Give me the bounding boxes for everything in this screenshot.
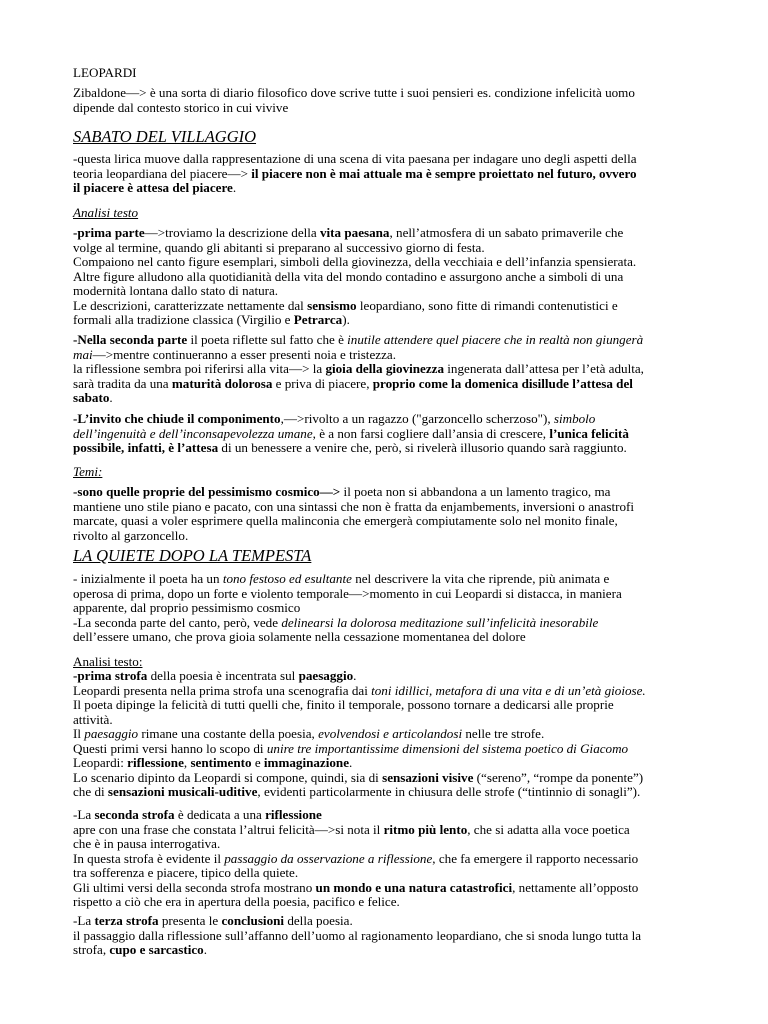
text-line: Zibaldone—> è una sorta di diario filosofico dove scrive tutte i suoi pensieri es. condizione infelicità uomo: [73, 85, 635, 100]
text-line: dell’essere umano, che prova gioia solamente nella cessazione momentanea del dolore: [73, 629, 526, 644]
text-line: dell’ingenuità e dell’inconsapevolezza umane, è a non farsi cogliere dall’ansia di crescere, l’unica felicità: [73, 425, 629, 441]
sabato-temi-paragraph: [73, 485, 699, 543]
text-line: sabato.: [73, 390, 113, 405]
text-line: Le descrizioni, caratterizzate nettamente dal sensismo leopardiano, sono fitte di rimandi contenutistici e: [73, 297, 618, 313]
sabato-invito-paragraph: [73, 412, 699, 456]
section-heading-sabato: SABATO DEL VILLAGGIO: [73, 127, 257, 146]
quiete-third-strofa-paragraph: [73, 914, 699, 958]
text-line: Questi primi versi hanno lo scopo di unire tre importantissime dimensioni del sistema poetico di Giacomo: [73, 740, 629, 756]
quiete-intro-paragraph: [73, 572, 699, 645]
text-line: mantiene uno stile piano e pacato, con una sintassi che non è fratta da enjambements, inversioni o anastrofi: [73, 498, 635, 514]
document-title: LEOPARDI: [73, 65, 137, 80]
text-line: formali alla tradizione classica (Virgilio e Petrarca).: [73, 312, 350, 327]
text-line: -sono quelle proprie del pessimismo cosmico—> il poeta non si abbandona a un lamento tragico, ma: [73, 484, 611, 499]
text-line: rivolto al garzoncello.: [73, 527, 189, 543]
text-line: Gli ultimi versi della seconda strofa mostrano un mondo e una natura catastrofici, nettamente all’opposto: [73, 879, 639, 895]
sabato-intro-paragraph: [73, 152, 699, 196]
text-line: Il poeta dipinge la felicità di tutti quelli che, finito il temporale, possono tornare a dedicarsi alle proprie: [73, 697, 614, 712]
text-line: attività.: [73, 711, 113, 727]
text-line: Il paesaggio rimane una costante della poesia, evolvendosi e articolandosi nelle tre strofe.: [73, 726, 545, 741]
quiete-second-strofa-paragraph: [73, 808, 699, 910]
text-line: volge al termine, quando gli abitanti si preparano al successivo giorno di festa.: [73, 239, 485, 255]
text-line: In questa strofa è evidente il passaggio da osservazione a riflessione, che fa emergere il rapporto necessario: [73, 850, 639, 866]
text-line: il passaggio dalla riflessione sull’affanno dell’uomo al ragionamento leopardiano, che si snoda lungo tutta la: [73, 927, 642, 943]
text-line: il piacere è attesa del piacere.: [73, 180, 237, 195]
text-line: la riflessione sembra poi riferirsi alla vita—> la gioia della giovinezza ingenerata dall’attesa per l’età adulta,: [73, 361, 644, 376]
quiete-analysis-paragraph: [73, 669, 699, 800]
text-line: -La terza strofa presenta le conclusioni della poesia.: [73, 913, 353, 928]
text-line: mai—>mentre continueranno a esser presenti noia e tristezza.: [73, 346, 396, 362]
text-line: -La seconda strofa è dedicata a una riflessione: [73, 807, 322, 822]
text-line: apparente, dal proprio pessimismo cosmico: [73, 600, 301, 615]
text-line: -L’invito che chiude il componimento,—>rivolto a un ragazzo ("garzoncello scherzoso"), simbolo: [73, 411, 596, 426]
document-title-block: [73, 66, 699, 81]
subheading-analisi-testo-2: Analisi testo:: [73, 654, 143, 669]
text-line: Leopardi presenta nella prima strofa una scenografia dai toni idillici, metafora di una vita e di un’età gioiose.: [73, 682, 646, 698]
section-heading-quiete: LA QUIETE DOPO LA TEMPESTA: [73, 546, 312, 565]
text-line: che di sensazioni musicali-uditive, evidenti particolarmente in chiusura delle strofe (“tintinnio di sonagli”).: [73, 784, 641, 799]
text-line: tra sofferenza e piacere, tipico della quiete.: [73, 865, 299, 880]
text-line: Leopardi: riflessione, sentimento e immaginazione.: [73, 755, 353, 770]
intro-paragraph: [73, 86, 699, 115]
text-line: Altre figure alludono alla quotidianità della vita del mondo contadino e assurgono anche a simboli di una: [73, 268, 624, 284]
text-line: -prima parte—>troviamo la descrizione della vita paesana, nell’atmosfera di un sabato primaverile che: [73, 225, 624, 240]
text-line: Lo scenario dipinto da Leopardi si compone, quindi, sia di sensazioni visive (“sereno”, “rompe da ponente”): [73, 769, 644, 785]
text-line: operosa di prima, dopo un forte e violento temporale—>momento in cui Leopardi si distacca, in maniera: [73, 585, 622, 601]
text-line: che è in pausa interrogativa.: [73, 836, 221, 851]
text-line: sarà tradita da una maturità dolorosa e priva di piacere, proprio come la domenica disillude l’attesa del: [73, 375, 633, 391]
text-line: -La seconda parte del canto, però, vede delinearsi la dolorosa meditazione sull’infelicità inesorabile: [73, 614, 599, 630]
text-line: modernità lontana dallo stato di natura.: [73, 283, 279, 298]
text-line: -questa lirica muove dalla rappresentazione di una scena di vita paesana per indagare uno degli aspetti della: [73, 151, 637, 166]
text-line: rispetto a ciò che era in apertura della poesia, pacifico e felice.: [73, 894, 400, 909]
text-line: strofa, cupo e sarcastico.: [73, 942, 207, 957]
text-line: teoria leopardiana del piacere—> il piacere non è mai attuale ma è sempre proiettato nel futuro, ovvero: [73, 165, 637, 181]
text-line: -prima strofa della poesia è incentrata sul paesaggio.: [73, 668, 357, 683]
text-line: marcate, quasi a voler esprimere quella malinconia che emergerà compiutamente solo nel monito finale,: [73, 513, 618, 528]
text-line: -Nella seconda parte il poeta riflette sul fatto che è inutile attendere quel piacere che in realtà non giungerà: [73, 332, 644, 347]
text-line: Compaiono nel canto figure esemplari, simboli della giovinezza, della vecchiaia e dell’infanzia spensierata.: [73, 254, 637, 269]
subheading-analisi-testo: Analisi testo: [73, 205, 139, 220]
text-line: dipende dal contesto storico in cui vivive: [73, 99, 289, 115]
text-line: - inizialmente il poeta ha un tono festoso ed esultante nel descrivere la vita che riprende, più animata e: [73, 571, 610, 586]
subheading-temi: Temi:: [73, 464, 103, 479]
text-line: possibile, infatti, è l’attesa di un benessere a venire che, però, si rivelerà illusorio quando sarà raggiunto.: [73, 440, 627, 455]
sabato-analysis-paragraph: [73, 226, 699, 328]
text-line: apre con una frase che constata l’altrui felicità—>si nota il ritmo più lento, che si adatta alla voce poetica: [73, 821, 630, 837]
sabato-second-part-paragraph: [73, 333, 699, 406]
